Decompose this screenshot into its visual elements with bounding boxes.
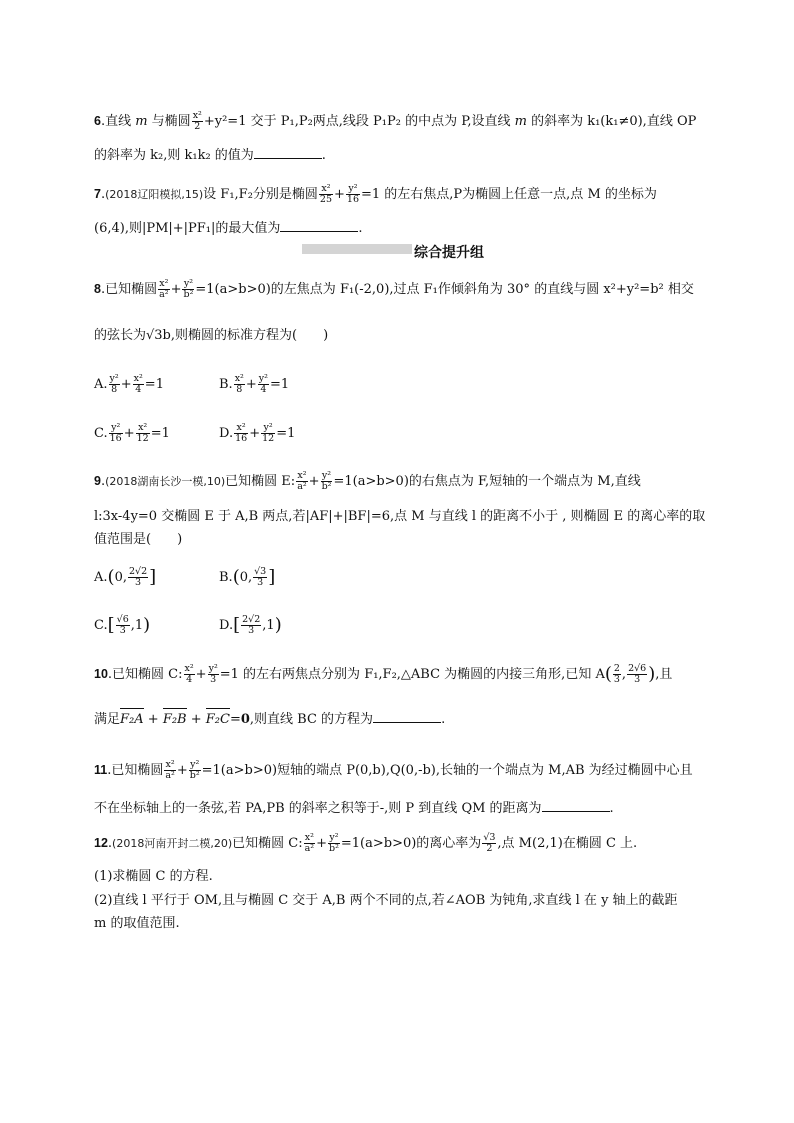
q9-number: 9 bbox=[94, 474, 101, 488]
q12-part1: (1)求椭圆 C 的方程. bbox=[94, 869, 213, 884]
q12-source: (2018河南开封二模,20) bbox=[112, 837, 233, 850]
q8-fraction-x: $\frac{\text{x²}}{\text{a²}}$ bbox=[159, 278, 169, 300]
q8-option-c[interactable]: C. $\frac{\text{y²}}{16}$ + $\frac{\text{x²}}{12}$ =1 bbox=[94, 422, 170, 444]
q8-number: 8 bbox=[94, 282, 101, 296]
q6-fraction: $\frac{\text{x²}}{2}$ bbox=[192, 110, 202, 132]
q11-number: 11 bbox=[94, 763, 108, 777]
q9-source: (2018湖南长沙一模,10) bbox=[105, 475, 226, 488]
q8-option-b[interactable]: B. $\frac{\text{x²}}{8}$ + $\frac{\text{y²}}{4}$ =1 bbox=[219, 373, 290, 395]
q9-option-a[interactable]: A.(0, $\frac{2√2}{3}$ ] bbox=[94, 566, 157, 588]
q8-option-a[interactable]: A. $\frac{\text{y²}}{8}$ + $\frac{\text{x²}}{4}$ =1 bbox=[94, 373, 164, 395]
q10-line2: 满足F₂A + F₂B + F₂C=0,则直线 BC 的方程为 . bbox=[94, 712, 446, 727]
q12-line1: 12.(2018河南开封二模,20)已知椭圆 C: $\frac{\text{x²}}{\text{a²}}$ + $\frac{\text{y²}}{\text{b²}}$ =1(a>b>0)的离心率为 $\frac{√3}{2}$ ,点 M(2,1)在椭圆 C 上. bbox=[94, 832, 638, 854]
q7-source: (2018辽阳模拟,15) bbox=[105, 188, 204, 201]
q9-option-b[interactable]: B.(0, $\frac{√3}{3}$ ] bbox=[219, 566, 276, 588]
q7-number: 7 bbox=[94, 187, 101, 201]
q7-line1: 7.(2018辽阳模拟,15)设 F₁,F₂分别是椭圆 $\frac{\text{x²}}{25}$ + $\frac{\text{y²}}{16}$ =1 的左右焦点,P为椭圆上任意一点,点 M 的坐标为 bbox=[94, 183, 657, 205]
q10-number: 10 bbox=[94, 667, 108, 681]
q8-line1: 8.已知椭圆 $\frac{\text{x²}}{\text{a²}}$ + $\frac{\text{y²}}{\text{b²}}$ =1(a>b>0)的左焦点为 F₁(-2,0),过点 F₁作倾斜角为 30° 的直线与圆 x²+y²=b² 相交 bbox=[94, 278, 694, 300]
q10-answer-blank[interactable] bbox=[373, 710, 441, 723]
q11-line2: 不在坐标轴上的一条弦,若 PA,PB 的斜率之积等于-,则 P 到直线 QM 的距离为 . bbox=[94, 801, 614, 816]
q8-option-d[interactable]: D. $\frac{\text{x²}}{16}$ + $\frac{\text{y²}}{12}$ =1 bbox=[219, 422, 296, 444]
q8-fraction-y: $\frac{\text{y²}}{\text{b²}}$ bbox=[183, 278, 194, 300]
q7-line2: (6,4),则|PM|+|PF₁|的最大值为 . bbox=[94, 221, 363, 236]
q11-answer-blank[interactable] bbox=[542, 799, 610, 812]
q7-fraction-x: $\frac{\text{x²}}{25}$ bbox=[319, 183, 332, 205]
q12-number: 12 bbox=[94, 836, 108, 850]
q6-line2: 的斜率为 k₂,则 k₁k₂ 的值为 . bbox=[94, 148, 326, 163]
q9-line3: 值范围是( ) bbox=[94, 532, 183, 547]
q8-line2: 的弦长为√3b,则椭圆的标准方程为( ) bbox=[94, 328, 329, 343]
section-bar bbox=[302, 244, 412, 254]
q9-option-c[interactable]: C.[ $\frac{√6}{3}$ ,1) bbox=[94, 614, 151, 636]
q10-line1: 10.已知椭圆 C: $\frac{\text{x²}}{4}$ + $\frac{\text{y²}}{3}$ =1 的左右两焦点分别为 F₁,F₂,△ABC 为椭圆的内接三角形,已知 A( $\frac{2}{3}$ , $\frac{2√6}{3}$ ),且 bbox=[94, 663, 673, 685]
q9-option-d[interactable]: D.[ $\frac{2√2}{3}$ ,1) bbox=[219, 614, 282, 636]
q9-line2: l:3x-4y=0 交椭圆 E 于 A,B 两点,若|AF|+|BF|=6,点 M 与直线 l 的距离不小于 , 则椭圆 E 的离心率的取 bbox=[94, 509, 706, 524]
q12-part2: (2)直线 l 平行于 OM,且与椭圆 C 交于 A,B 两个不同的点,若∠AOB 为钝角,求直线 l 在 y 轴上的截距 bbox=[94, 893, 678, 908]
q7-fraction-y: $\frac{\text{y²}}{16}$ bbox=[346, 183, 359, 205]
q7-answer-blank[interactable] bbox=[280, 219, 358, 232]
q6-answer-blank[interactable] bbox=[254, 146, 322, 159]
q9-line1: 9.(2018湖南长沙一模,10)已知椭圆 E: $\frac{\text{x²}}{\text{a²}}$ + $\frac{\text{y²}}{\text{b²}}$ =1(a>b>0)的右焦点为 F,短轴的一个端点为 M,直线 bbox=[94, 470, 641, 492]
q6-line1: 6.直线 m 与椭圆 $\frac{\text{x²}}{2}$ +y²=1 交于 P₁,P₂两点,线段 P₁P₂ 的中点为 P,设直线 m 的斜率为 k₁(k₁≠0),直线 OP bbox=[94, 110, 697, 132]
section-title: 综合提升组 bbox=[414, 245, 484, 261]
q11-line1: 11.已知椭圆 $\frac{\text{x²}}{\text{a²}}$ + $\frac{\text{y²}}{\text{b²}}$ =1(a>b>0)短轴的端点 P(0,b),Q(0,-b),长轴的一个端点为 M,AB 为经过椭圆中心且 bbox=[94, 759, 693, 781]
q12-part3: m 的取值范围. bbox=[94, 916, 180, 931]
q6-number: 6 bbox=[94, 114, 101, 128]
